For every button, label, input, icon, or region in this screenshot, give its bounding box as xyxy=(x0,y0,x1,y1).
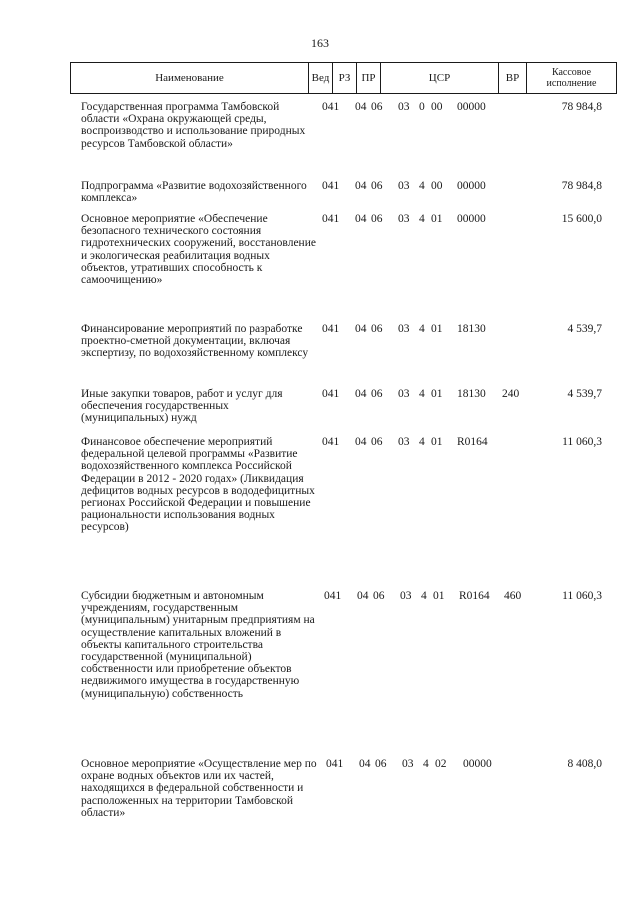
row-amount: 78 984,8 xyxy=(561,180,602,192)
header-pr: ПР xyxy=(357,63,381,93)
row-name: Финансирование мероприятий по разработке проектно-сметной документации, включая экспертизу, по водохозяйственному комплексу xyxy=(81,323,309,360)
row-csr-event: 01 xyxy=(433,590,445,602)
row-csr-subprogram: 4 xyxy=(419,323,425,335)
row-rz: 04 xyxy=(355,180,367,192)
row-rz: 04 xyxy=(357,590,369,602)
table-header xyxy=(70,62,617,94)
row-amount: 15 600,0 xyxy=(561,213,602,225)
row-csr-program: 03 xyxy=(402,758,414,770)
row-csr-direction: 18130 xyxy=(457,388,486,400)
row-csr-direction: 18130 xyxy=(457,323,486,335)
row-csr-subprogram: 4 xyxy=(423,758,429,770)
row-csr-subprogram: 0 xyxy=(419,101,425,113)
row-amount: 11 060,3 xyxy=(562,590,602,602)
row-rz: 04 xyxy=(355,388,367,400)
row-amount: 4 539,7 xyxy=(567,323,602,335)
row-csr-subprogram: 4 xyxy=(419,180,425,192)
row-csr-program: 03 xyxy=(398,323,410,335)
row-amount: 4 539,7 xyxy=(567,388,602,400)
row-ved: 041 xyxy=(322,180,340,192)
row-pr: 06 xyxy=(371,180,383,192)
row-csr-subprogram: 4 xyxy=(419,388,425,400)
row-name: Основное мероприятие «Обеспечение безопасного технического состояния гидротехнических сооружений, восстановление и экологическая реабилитация водных объектов, утративших способность к самоочищению» xyxy=(81,213,316,287)
row-name: Субсидии бюджетным и автономным учреждениям, государственным (муниципальным) унитарным предприятиям на осуществление капитальных вложений в объекты капитального строительства государственной (муниципальной) собственности или приобретение объектов недвижимого имущества в государственную (муниципальную) собственность xyxy=(81,590,315,700)
row-name: Подпрограмма «Развитие водохозяйственного комплекса» xyxy=(81,180,307,205)
row-ved: 041 xyxy=(326,758,344,770)
row-csr-event: 01 xyxy=(431,323,443,335)
row-name: Государственная программа Тамбовской области «Охрана окружающей среды, воспроизводство и использование природных ресурсов Тамбовской области» xyxy=(81,101,306,150)
row-csr-program: 03 xyxy=(398,388,410,400)
row-ved: 041 xyxy=(322,101,340,113)
row-pr: 06 xyxy=(371,388,383,400)
row-pr: 06 xyxy=(371,323,383,335)
row-rz: 04 xyxy=(359,758,371,770)
row-csr-program: 03 xyxy=(398,213,410,225)
row-csr-program: 03 xyxy=(398,101,410,113)
row-pr: 06 xyxy=(371,213,383,225)
row-vr: 460 xyxy=(504,590,522,602)
header-vr: ВР xyxy=(499,63,527,93)
row-csr-event: 01 xyxy=(431,436,443,448)
row-amount: 11 060,3 xyxy=(562,436,602,448)
header-ved: Вед xyxy=(309,63,333,93)
row-ved: 041 xyxy=(322,388,340,400)
row-csr-event: 01 xyxy=(431,213,443,225)
row-csr-subprogram: 4 xyxy=(419,436,425,448)
header-rz: РЗ xyxy=(333,63,357,93)
header-csr: ЦСР xyxy=(381,63,499,93)
row-csr-direction: 00000 xyxy=(457,101,486,113)
header-name: Наименование xyxy=(71,63,309,93)
row-csr-subprogram: 4 xyxy=(419,213,425,225)
row-pr: 06 xyxy=(371,436,383,448)
row-amount: 8 408,0 xyxy=(567,758,602,770)
row-rz: 04 xyxy=(355,436,367,448)
row-csr-program: 03 xyxy=(398,436,410,448)
row-name: Основное мероприятие «Осуществление мер по охране водных объектов или их частей, находящихся в федеральной собственности и расположенных на территории Тамбовской области» xyxy=(81,758,317,819)
row-csr-subprogram: 4 xyxy=(421,590,427,602)
page-number: 163 xyxy=(311,36,329,50)
row-name: Иные закупки товаров, работ и услуг для обеспечения государственных (муниципальных) нужд xyxy=(81,388,283,425)
row-ved: 041 xyxy=(322,213,340,225)
row-csr-program: 03 xyxy=(398,180,410,192)
row-ved: 041 xyxy=(324,590,342,602)
row-rz: 04 xyxy=(355,101,367,113)
row-ved: 041 xyxy=(322,436,340,448)
header-amount: Кассовое исполнение xyxy=(546,67,597,89)
row-csr-direction: 00000 xyxy=(463,758,492,770)
row-ved: 041 xyxy=(322,323,340,335)
row-csr-event: 02 xyxy=(435,758,447,770)
row-csr-event: 01 xyxy=(431,388,443,400)
row-csr-direction: 00000 xyxy=(457,213,486,225)
row-csr-direction: 00000 xyxy=(457,180,486,192)
row-amount: 78 984,8 xyxy=(561,101,602,113)
row-csr-direction: R0164 xyxy=(457,436,488,448)
row-rz: 04 xyxy=(355,213,367,225)
row-pr: 06 xyxy=(371,101,383,113)
row-csr-direction: R0164 xyxy=(459,590,490,602)
row-name: Финансовое обеспечение мероприятий федеральной целевой программы «Развитие водохозяйственного комплекса Российской Федерации в 2012 - 2020 годах» (Ликвидация дефицитов водных ресурсов в вододефицитных регионах Российской Федерации и повышение рациональности использования водных ресурсов) xyxy=(81,436,315,534)
row-pr: 06 xyxy=(375,758,387,770)
row-csr-program: 03 xyxy=(400,590,412,602)
row-vr: 240 xyxy=(502,388,520,400)
row-csr-event: 00 xyxy=(431,101,443,113)
row-pr: 06 xyxy=(373,590,385,602)
row-csr-event: 00 xyxy=(431,180,443,192)
row-rz: 04 xyxy=(355,323,367,335)
